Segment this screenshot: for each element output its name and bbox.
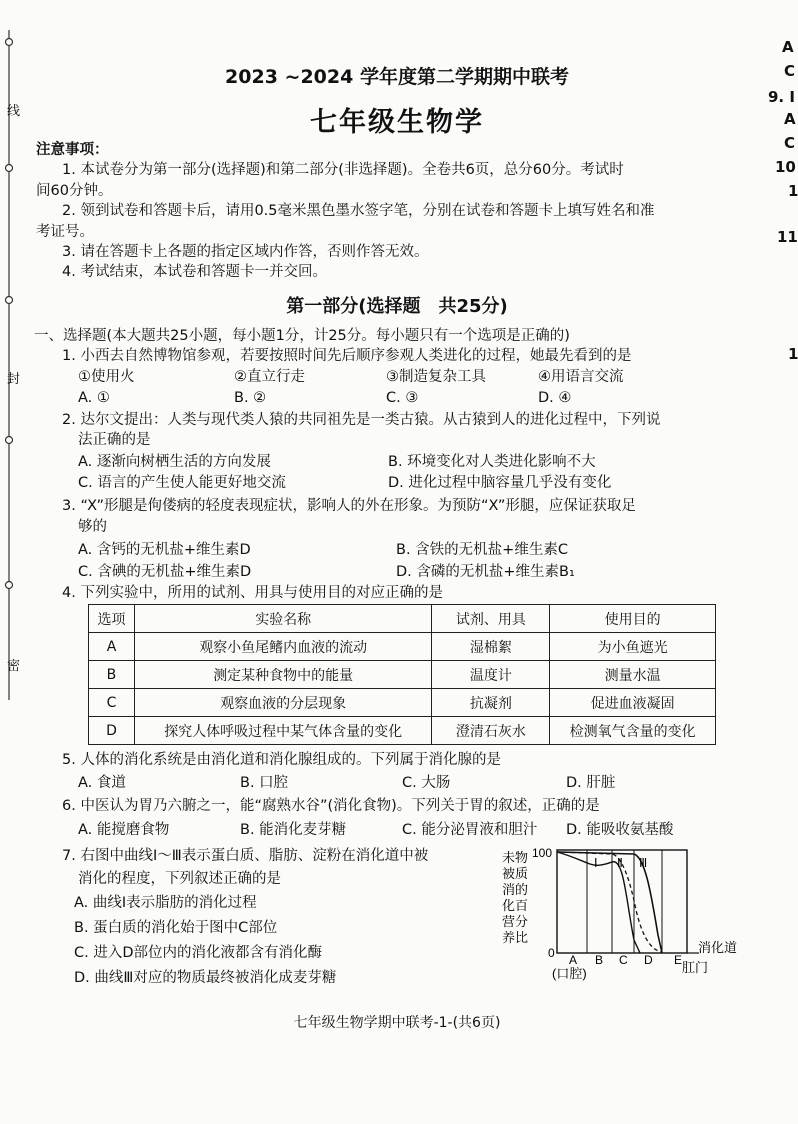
binding-line (0, 0, 30, 1124)
table-cell: 温度计 (432, 661, 550, 689)
q2-stem-cont: 法正确的是 (78, 432, 151, 448)
q7-digestion-figure (494, 840, 754, 980)
notice-item: 1. 本试卷分为第一部分(选择题)和第二部分(非选择题)。全卷共6页，总分60分。考试时 (62, 162, 624, 178)
right-edge-fragment: C (784, 134, 796, 152)
q1-option-b: B. ② (234, 390, 267, 406)
q3-option-a: A. 含钙的无机盐+维生素D (78, 542, 251, 558)
q6-option-a: A. 能搅磨食物 (78, 822, 170, 838)
curve-i (557, 852, 640, 953)
table-row (89, 717, 716, 745)
table-cell: A (89, 633, 135, 661)
q1-item: ④用语言交流 (538, 369, 624, 385)
curve-label-ii: Ⅱ (617, 856, 623, 870)
q3-stem: 3. “X”形腿是佝偻病的轻度表现症状，影响人的外在形象。为预防“X”形腿，应保证获取足 (62, 498, 636, 514)
subject-title: 七年级生物学 (310, 107, 484, 138)
figure-ylabel: 消的 (502, 882, 529, 897)
table-cell: 检测氧气含量的变化 (550, 717, 716, 745)
table-row (89, 689, 716, 717)
x-letter-e: E (674, 953, 683, 967)
table-cell: 观察血液的分层现象 (134, 689, 431, 717)
q7-option-b: B. 蛋白质的消化始于图中C部位 (74, 920, 278, 936)
figure-xlabel: 消化道 (698, 940, 738, 955)
q5-stem: 5. 人体的消化系统是由消化道和消化腺组成的。下列属于消化腺的是 (62, 752, 501, 768)
x-letter-d: D (644, 953, 653, 967)
table-cell: 观察小鱼尾鳍内血液的流动 (134, 633, 431, 661)
q6-option-b: B. 能消化麦芽糖 (240, 822, 347, 838)
table-cell: 湿棉絮 (432, 633, 550, 661)
table-header: 使用目的 (550, 605, 716, 633)
right-edge-fragment: 9. I (768, 88, 795, 106)
table-cell: 探究人体呼吸过程中某气体含量的变化 (134, 717, 431, 745)
q3-stem-cont: 够的 (78, 519, 107, 535)
notice-item: 考证号。 (36, 224, 94, 240)
table-header: 实验名称 (134, 605, 431, 633)
q1-option-c: C. ③ (386, 390, 419, 406)
q7-option-c: C. 进入D部位内的消化液都含有消化酶 (74, 945, 323, 961)
table-row (89, 633, 716, 661)
figure-ylabel: 养比 (502, 930, 529, 945)
table-cell: C (89, 689, 135, 717)
table-header: 选项 (89, 605, 135, 633)
notice-item: 间60分钟。 (36, 183, 113, 199)
page-footer: 七年级生物学期中联考-1-(共6页) (293, 1015, 501, 1031)
table-cell: 为小鱼遮光 (550, 633, 716, 661)
q2-stem: 2. 达尔文提出：人类与现代类人猿的共同祖先是一类古猿。从古猿到人的进化过程中，下列说 (62, 412, 661, 428)
part1-title: 第一部分(选择题 共25分) (286, 296, 508, 317)
q1-option-a: A. ① (78, 390, 110, 406)
notice-item: 4. 考试结束，本试卷和答题卡一并交回。 (62, 264, 327, 280)
curve-label-i: Ⅰ (594, 856, 598, 870)
q2-option-b: B. 环境变化对人类进化影响不大 (388, 454, 596, 470)
q5-option-d: D. 肝脏 (566, 775, 616, 791)
figure-y-zero: 0 (548, 946, 555, 960)
table-cell: B (89, 661, 135, 689)
q1-item: ③制造复杂工具 (386, 369, 486, 385)
q7-stem-cont: 消化的程度，下列叙述正确的是 (78, 871, 281, 887)
table-cell: D (89, 717, 135, 745)
table-header-row (89, 605, 716, 633)
exam-title: 2023 ~2024 学年度第二学期期中联考 (225, 66, 569, 88)
margin-char-xian: 线 (7, 104, 21, 119)
x-letter-b: B (595, 953, 604, 967)
q5-option-b: B. 口腔 (240, 775, 289, 791)
x-letter-c: C (619, 953, 628, 967)
q7-option-d: D. 曲线Ⅲ对应的物质最终被消化成麦芽糖 (74, 970, 337, 986)
q3-option-d: D. 含磷的无机盐+维生素B₁ (396, 564, 575, 580)
right-edge-fragment: 1 (788, 182, 798, 200)
q1-option-d: D. ④ (538, 390, 572, 406)
notice-item: 3. 请在答题卡上各题的指定区域内作答，否则作答无效。 (62, 244, 429, 260)
q3-option-b: B. 含铁的无机盐+维生素C (396, 542, 568, 558)
right-edge-fragment: 1 (788, 345, 798, 363)
table-cell: 促进血液凝固 (550, 689, 716, 717)
q1-stem: 1. 小西去自然博物馆参观，若要按照时间先后顺序参观人类进化的过程，她最先看到的是 (62, 348, 632, 364)
curve-label-iii: Ⅲ (639, 856, 648, 870)
margin-char-mi: 密 (7, 659, 21, 674)
notice-item: 2. 领到试卷和答题卡后，请用0.5毫米黑色墨水签字笔，分别在试卷和答题卡上填写姓名和准 (62, 203, 655, 219)
margin-char-feng: 封 (7, 372, 21, 387)
figure-ylabel: 未物 (502, 850, 529, 865)
right-edge-fragment: C (784, 62, 796, 80)
table-row (89, 661, 716, 689)
figure-ylabel: 营分 (502, 914, 529, 929)
right-edge-fragment: A (784, 110, 796, 128)
figure-anus-label: 肛门 (682, 960, 709, 975)
x-letter-a: A (569, 953, 578, 967)
q4-stem: 4. 下列实验中，所用的试剂、用具与使用目的对应正确的是 (62, 585, 443, 601)
q4-table (88, 604, 716, 745)
right-edge-fragment: 10 (775, 158, 796, 176)
figure-y-top: 100 (532, 846, 553, 860)
q6-option-d: D. 能吸收氨基酸 (566, 822, 674, 838)
right-edge-fragment: A (782, 38, 794, 56)
right-edge-fragment: 11 (777, 228, 798, 246)
q6-stem: 6. 中医认为胃乃六腑之一，能“腐熟水谷”(消化食物)。下列关于胃的叙述，正确的是 (62, 798, 600, 814)
q1-item: ①使用火 (78, 369, 135, 385)
figure-mouth-label: (口腔) (552, 966, 587, 981)
table-header: 试剂、用具 (432, 605, 550, 633)
q7-option-a: A. 曲线Ⅰ表示脂肪的消化过程 (74, 895, 257, 911)
table-cell: 澄清石灰水 (432, 717, 550, 745)
notice-heading: 注意事项： (36, 142, 109, 158)
q5-option-a: A. 食道 (78, 775, 126, 791)
q2-option-c: C. 语言的产生使人能更好地交流 (78, 475, 286, 491)
table-cell: 测定某种食物中的能量 (134, 661, 431, 689)
q2-option-d: D. 进化过程中脑容量几乎没有变化 (388, 475, 612, 491)
section-header: 一、选择题(本大题共25小题，每小题1分，计25分。每小题只有一个选项是正确的) (34, 328, 570, 344)
q5-option-c: C. 大肠 (402, 775, 451, 791)
figure-ylabel: 化百 (502, 898, 529, 913)
q3-option-c: C. 含碘的无机盐+维生素D (78, 564, 252, 580)
table-cell: 测量水温 (550, 661, 716, 689)
figure-ylabel: 被质 (502, 866, 529, 881)
q2-option-a: A. 逐渐向树栖生活的方向发展 (78, 454, 271, 470)
q1-item: ②直立行走 (234, 369, 305, 385)
q6-option-c: C. 能分泌胃液和胆汁 (402, 822, 538, 838)
table-cell: 抗凝剂 (432, 689, 550, 717)
q7-stem: 7. 右图中曲线Ⅰ～Ⅲ表示蛋白质、脂肪、淀粉在消化道中被 (62, 848, 429, 864)
